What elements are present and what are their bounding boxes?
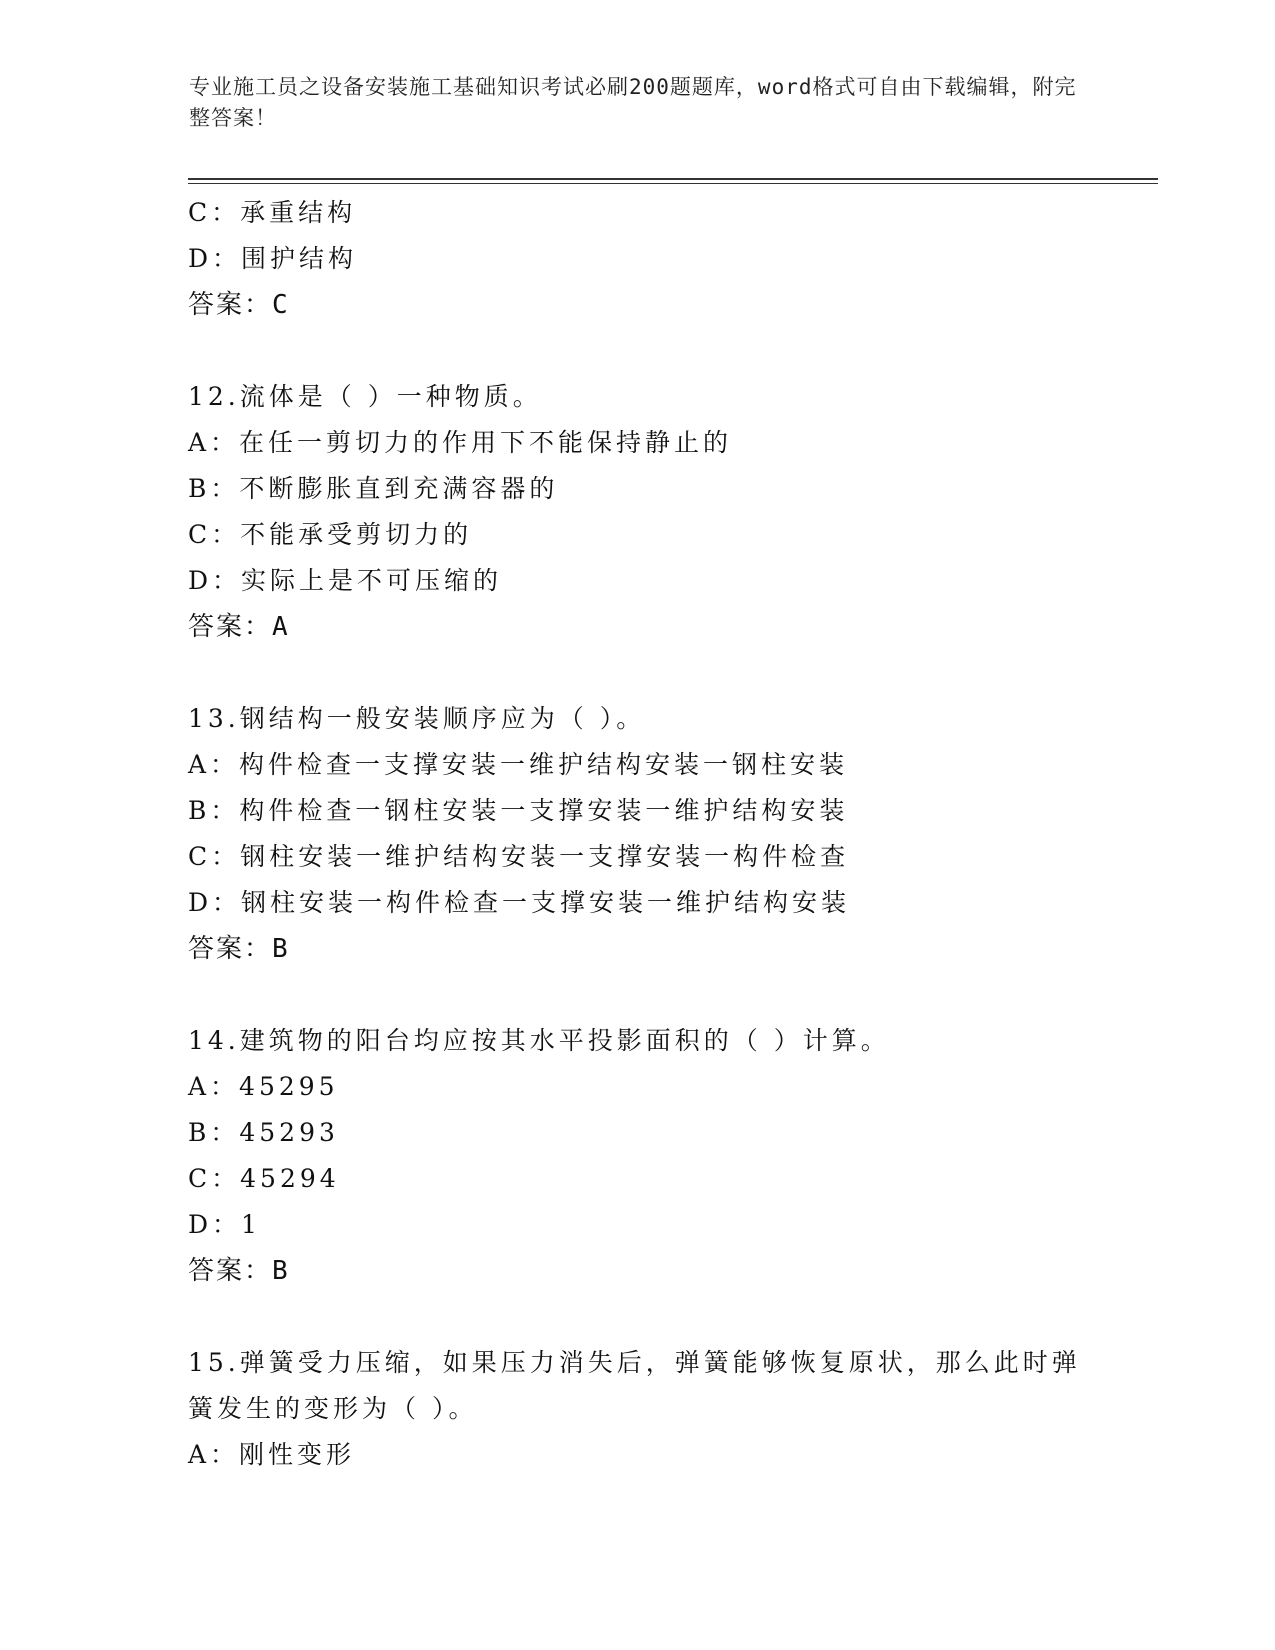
option-d: D：钢柱安装一构件检查一支撑安装一维护结构安装 [188,888,851,917]
option-d: D：实际上是不可压缩的 [188,566,503,595]
option-b: B：45293 [188,1118,339,1147]
question-text: 12.流体是（ ）一种物质。 [188,382,542,411]
question-15 [188,1340,1148,1478]
question-text: 13.钢结构一般安装顺序应为（ ）。 [188,704,646,733]
header-divider-thin [188,183,1158,184]
option-a: A：刚性变形 [188,1440,356,1469]
option-a: A：构件检查一支撑安装一维护结构安装一钢柱安装 [188,750,849,779]
option-a: A：在任一剪切力的作用下不能保持静止的 [188,428,733,457]
option-c: C：钢柱安装一维护结构安装一支撑安装一构件检查 [188,842,850,871]
question-14 [188,1018,1148,1294]
option-c: C：45294 [188,1164,340,1193]
header-divider-thick [188,178,1158,180]
answer-line: 答案：B [188,1256,290,1286]
answer-line: 答案：C [188,290,290,320]
question-13 [188,696,1148,972]
option-d: D：围护结构 [188,244,358,273]
document-body [188,190,1148,1524]
option-b: B：构件检查一钢柱安装一支撑安装一维护结构安装 [188,796,849,825]
answer-line: 答案：A [188,612,290,642]
option-d: D：1 [188,1210,261,1239]
question-text: 14.建筑物的阳台均应按其水平投影面积的（ ）计算。 [188,1026,890,1055]
option-c: C：承重结构 [188,198,357,227]
question-text: 15.弹簧受力压缩，如果压力消失后，弹簧能够恢复原状，那么此时弹簧发生的变形为（ ）。 [188,1348,1081,1423]
question-12 [188,374,1148,650]
option-a: A：45295 [188,1072,339,1101]
question-continuation [188,190,1148,328]
option-b: B：不断膨胀直到充满容器的 [188,474,559,503]
page-header-title: 专业施工员之设备安装施工基础知识考试必刷200题题库，word格式可自由下载编辑，附完整答案！ [189,75,1077,130]
answer-line: 答案：B [188,934,290,964]
option-c: C：不能承受剪切力的 [188,520,473,549]
